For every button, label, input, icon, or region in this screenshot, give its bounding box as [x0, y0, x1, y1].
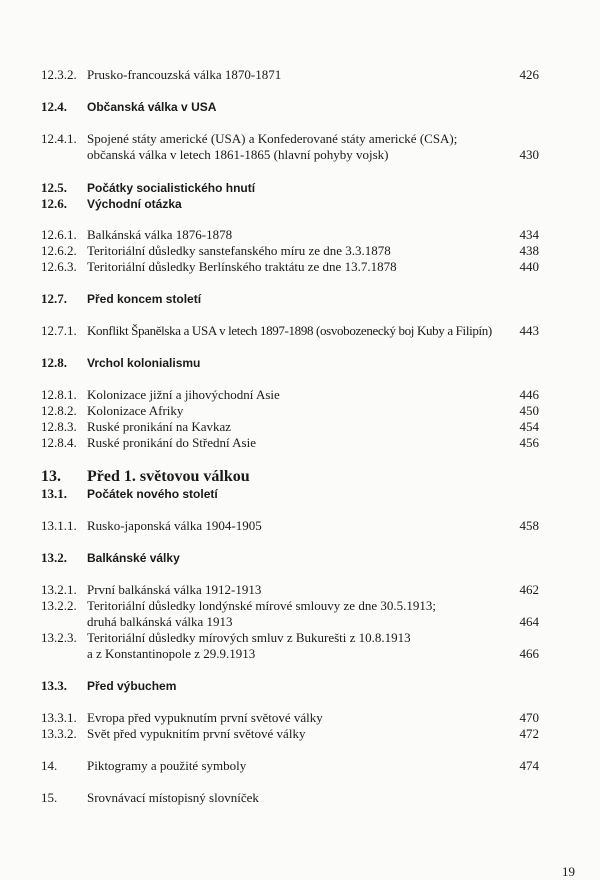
entry-page: 458 — [519, 518, 539, 533]
page-number: 19 — [562, 864, 575, 879]
entry-page: 434 — [519, 227, 539, 242]
entry-number: 13.1.1. — [41, 518, 77, 533]
section-number: 12.4. — [41, 99, 67, 114]
section-number: 12.7. — [41, 291, 67, 306]
entry-title: Piktogramy a použité symboly — [87, 758, 247, 773]
entry-page: 456 — [519, 435, 539, 450]
entry-number: 13.3.1. — [41, 710, 77, 725]
entry-number: 12.6.3. — [41, 259, 77, 274]
entry-title: Teritoriální důsledky londýnské mírové smlouvy ze dne 30.5.1913; — [87, 598, 436, 613]
section-title: Balkánské války — [87, 551, 180, 565]
entry-title: Teritoriální důsledky mírových smluv z Bukurešti z 10.8.1913 — [87, 630, 411, 645]
entry-title-continued: a z Konstantinopole z 29.9.1913 — [87, 646, 256, 661]
section-title: Východní otázka — [87, 197, 182, 211]
entry-number: 12.8.3. — [41, 419, 77, 434]
entry-title-continued: druhá balkánská válka 1913 — [87, 614, 233, 629]
section-number: 13.1. — [41, 486, 67, 501]
entry-number: 12.7.1. — [41, 323, 77, 338]
entry-page: 443 — [519, 323, 539, 338]
entry-page: 450 — [519, 403, 539, 418]
entry-number: 12.8.1. — [41, 387, 77, 402]
entry-page: 474 — [519, 758, 539, 773]
section-title: Počátky socialistického hnutí — [87, 181, 256, 195]
chapter-number: 13. — [41, 468, 61, 485]
entry-title: Evropa před vypuknutím první světové války — [87, 710, 323, 725]
entry-title: Svět před vypuknitím první světové války — [87, 726, 306, 741]
section-number: 13.3. — [41, 678, 67, 693]
entry-page: 470 — [519, 710, 539, 725]
entry-number: 13.2.3. — [41, 630, 77, 645]
entry-number: 14. — [41, 758, 58, 773]
entry-title: Rusko-japonská válka 1904-1905 — [87, 518, 262, 533]
entry-page: 440 — [519, 259, 539, 274]
entry-title: První balkánská válka 1912-1913 — [87, 582, 262, 597]
entry-page: 464 — [519, 614, 539, 629]
entry-number: 12.6.2. — [41, 243, 77, 258]
entry-title: Teritoriální důsledky Berlínského traktátu ze dne 13.7.1878 — [87, 259, 397, 274]
entry-page: 430 — [519, 147, 539, 162]
entry-number: 13.3.2. — [41, 726, 77, 741]
section-number: 13.2. — [41, 550, 67, 565]
section-title: Před výbuchem — [87, 679, 177, 693]
entry-page: 462 — [519, 582, 539, 597]
entry-number: 12.3.2. — [41, 67, 77, 82]
section-title: Počátek nového století — [87, 487, 218, 501]
entry-title: Ruské pronikání na Kavkaz — [87, 419, 232, 434]
entry-page: 454 — [519, 419, 539, 434]
entry-title: Ruské pronikání do Střední Asie — [87, 435, 256, 450]
entry-page: 466 — [519, 646, 539, 661]
section-number: 12.5. — [41, 180, 67, 195]
entry-number: 15. — [41, 790, 58, 805]
entry-page: 438 — [519, 243, 539, 258]
entry-title: Kolonizace Afriky — [87, 403, 184, 418]
entry-title: Prusko-francouzská válka 1870-1871 — [87, 67, 282, 82]
entry-title: Kolonizace jižní a jihovýchodní Asie — [87, 387, 280, 402]
section-number: 12.8. — [41, 355, 67, 370]
entry-number: 12.4.1. — [41, 131, 77, 146]
entry-number: 13.2.1. — [41, 582, 77, 597]
entry-page: 446 — [519, 387, 539, 402]
chapter-title: Před 1. světovou válkou — [87, 468, 250, 485]
entry-title-continued: občanská válka v letech 1861-1865 (hlavní pohyby vojsk) — [87, 147, 389, 162]
section-title: Vrchol kolonialismu — [87, 356, 201, 370]
section-number: 12.6. — [41, 196, 67, 211]
entry-title: Spojené státy americké (USA) a Konfederované státy americké (CSA); — [87, 131, 458, 146]
section-title: Občanská válka v USA — [87, 100, 217, 114]
entry-page: 472 — [519, 726, 539, 741]
entry-number: 13.2.2. — [41, 598, 77, 613]
entry-number: 12.8.2. — [41, 403, 77, 418]
entry-title: Konflikt Španělska a USA v letech 1897-1898 (osvobozenecký boj Kuby a Filipín) — [87, 323, 492, 338]
section-title: Před koncem století — [87, 292, 202, 306]
entry-number: 12.8.4. — [41, 435, 77, 450]
entry-title: Teritoriální důsledky sanstefanského míru ze dne 3.3.1878 — [87, 243, 391, 258]
entry-number: 12.6.1. — [41, 227, 77, 242]
entry-page: 426 — [519, 67, 539, 82]
entry-title: Srovnávací místopisný slovníček — [87, 790, 259, 805]
entry-title: Balkánská válka 1876-1878 — [87, 227, 233, 242]
